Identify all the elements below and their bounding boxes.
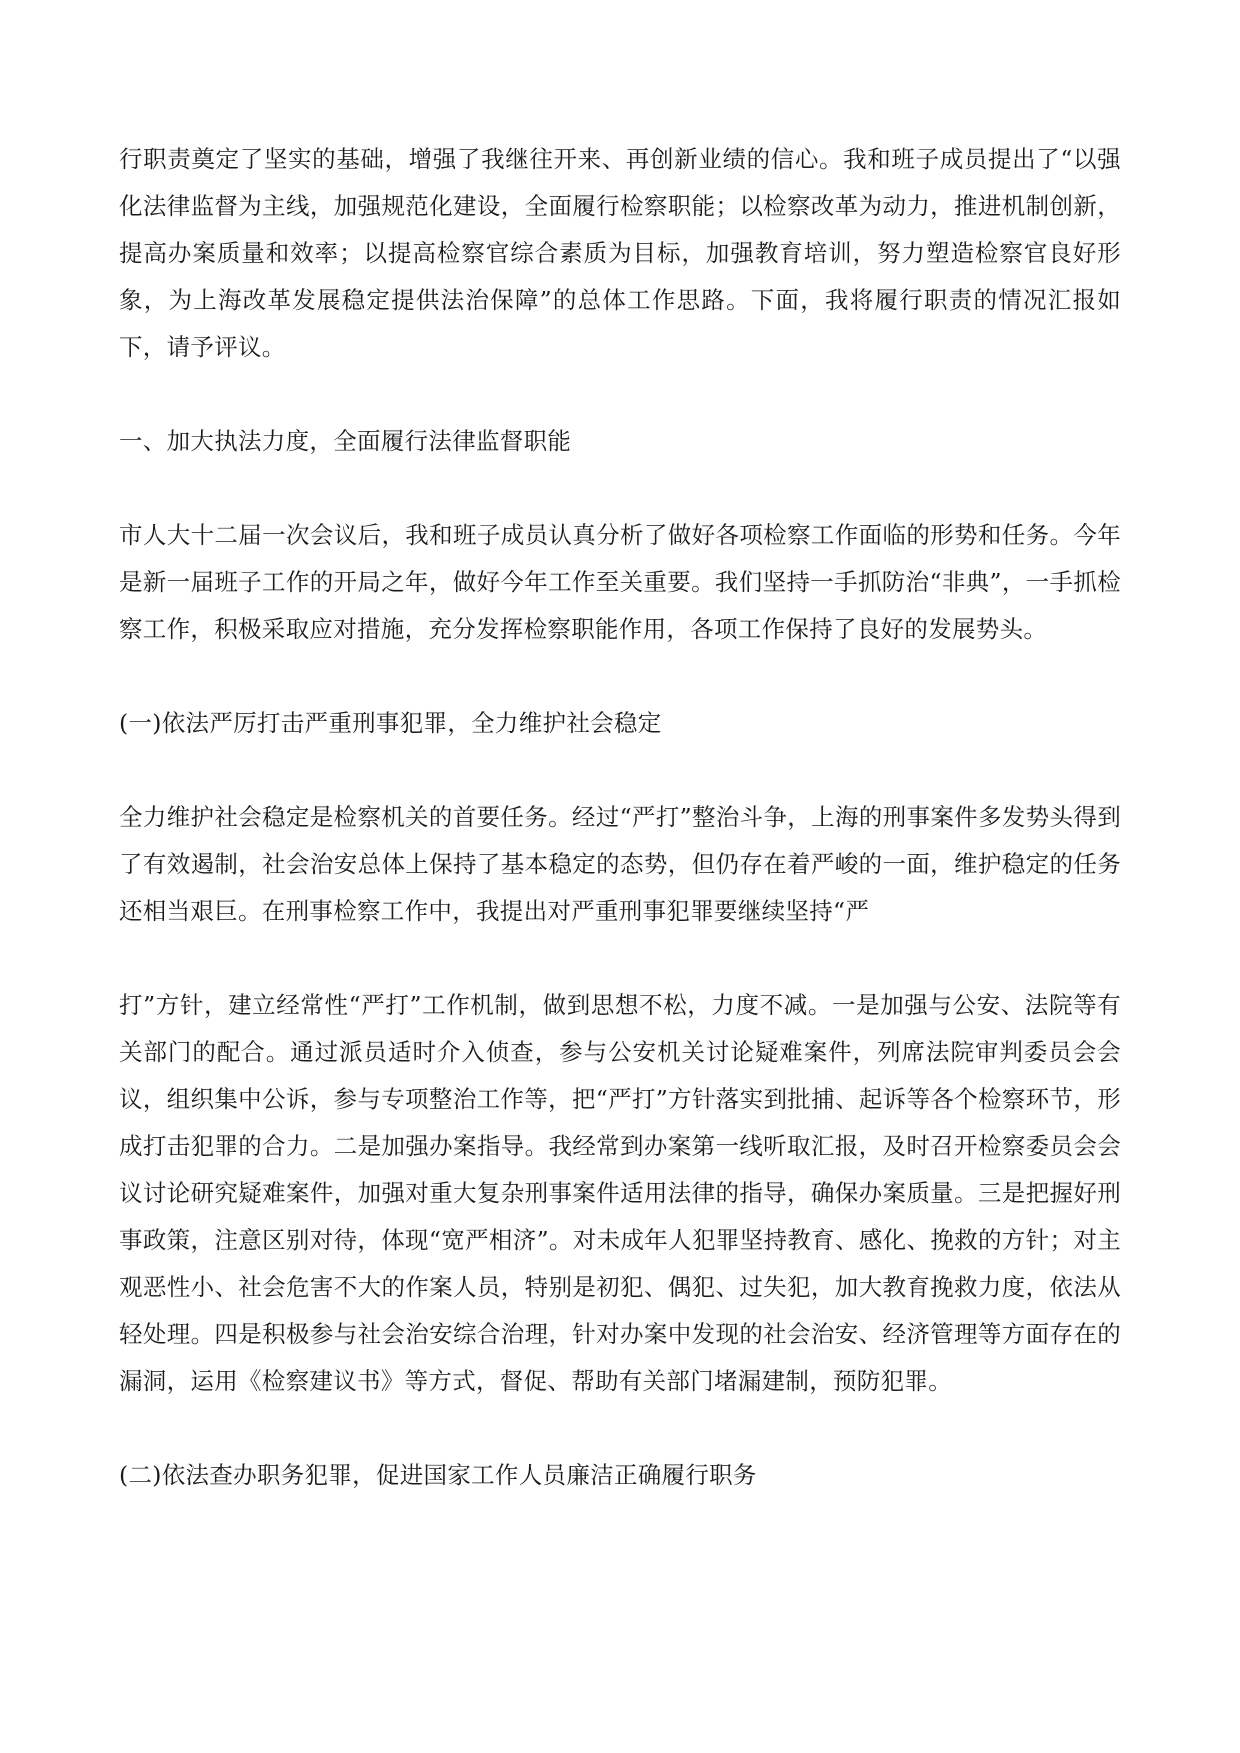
paragraph-gap <box>119 465 1121 512</box>
subsection-heading-2: (二)依法查办职务犯罪，促进国家工作人员廉洁正确履行职务 <box>119 1461 757 1489</box>
paragraph-gap <box>119 935 1121 982</box>
subsection-1-paragraph-a: 全力维护社会稳定是检察机关的首要任务。经过“严打”整治斗争，上海的刑事案件多发势头得到了有效遏制，社会治安总体上保持了基本稳定的态势，但仍存在着严峻的一面，维护稳定的任务还相当艰巨。在刑事检察工作中，我提出对严重刑事犯罪要继续坚持“严 <box>119 803 1121 925</box>
paragraph-gap <box>119 371 1121 418</box>
document-page <box>119 136 1121 1499</box>
paragraph-gap <box>119 653 1121 700</box>
section-heading-1: 一、加大执法力度，全面履行法律监督职能 <box>119 427 572 455</box>
paragraph-gap <box>119 1405 1121 1452</box>
intro-paragraph: 行职责奠定了坚实的基础，增强了我继往开来、再创新业绩的信心。我和班子成员提出了“以强化法律监督为主线，加强规范化建设，全面履行检察职能；以检察改革为动力，推进机制创新，提高办案质量和效率；以提高检察官综合素质为目标，加强教育培训，努力塑造检察官良好形象，为上海改革发展稳定提供法治保障”的总体工作思路。下面，我将履行职责的情况汇报如下，请予评议。 <box>119 145 1121 361</box>
subsection-1-paragraph-b: 打”方针，建立经常性“严打”工作机制，做到思想不松，力度不减。一是加强与公安、法院等有关部门的配合。通过派员适时介入侦查，参与公安机关讨论疑难案件，列席法院审判委员会会议，组织集中公诉，参与专项整治工作等，把“严打”方针落实到批捕、起诉等各个检察环节，形成打击犯罪的合力。二是加强办案指导。我经常到办案第一线听取汇报，及时召开检察委员会会议讨论研究疑难案件，加强对重大复杂刑事案件适用法律的指导，确保办案质量。三是把握好刑事政策，注意区别对待，体现“宽严相济”。对未成年人犯罪坚持教育、感化、挽救的方针；对主观恶性小、社会危害不大的作案人员，特别是初犯、偶犯、过失犯，加大教育挽救力度，依法从轻处理。四是积极参与社会治安综合治理，针对办案中发现的社会治安、经济管理等方面存在的漏洞，运用《检察建议书》等方式，督促、帮助有关部门堵漏建制，预防犯罪。 <box>119 991 1121 1395</box>
paragraph-gap <box>119 747 1121 794</box>
section-1-paragraph: 市人大十二届一次会议后，我和班子成员认真分析了做好各项检察工作面临的形势和任务。今年是新一届班子工作的开局之年，做好今年工作至关重要。我们坚持一手抓防治“非典”，一手抓检察工作，积极采取应对措施，充分发挥检察职能作用，各项工作保持了良好的发展势头。 <box>119 521 1121 643</box>
subsection-heading-1: (一)依法严厉打击严重刑事犯罪，全力维护社会稳定 <box>119 709 662 737</box>
